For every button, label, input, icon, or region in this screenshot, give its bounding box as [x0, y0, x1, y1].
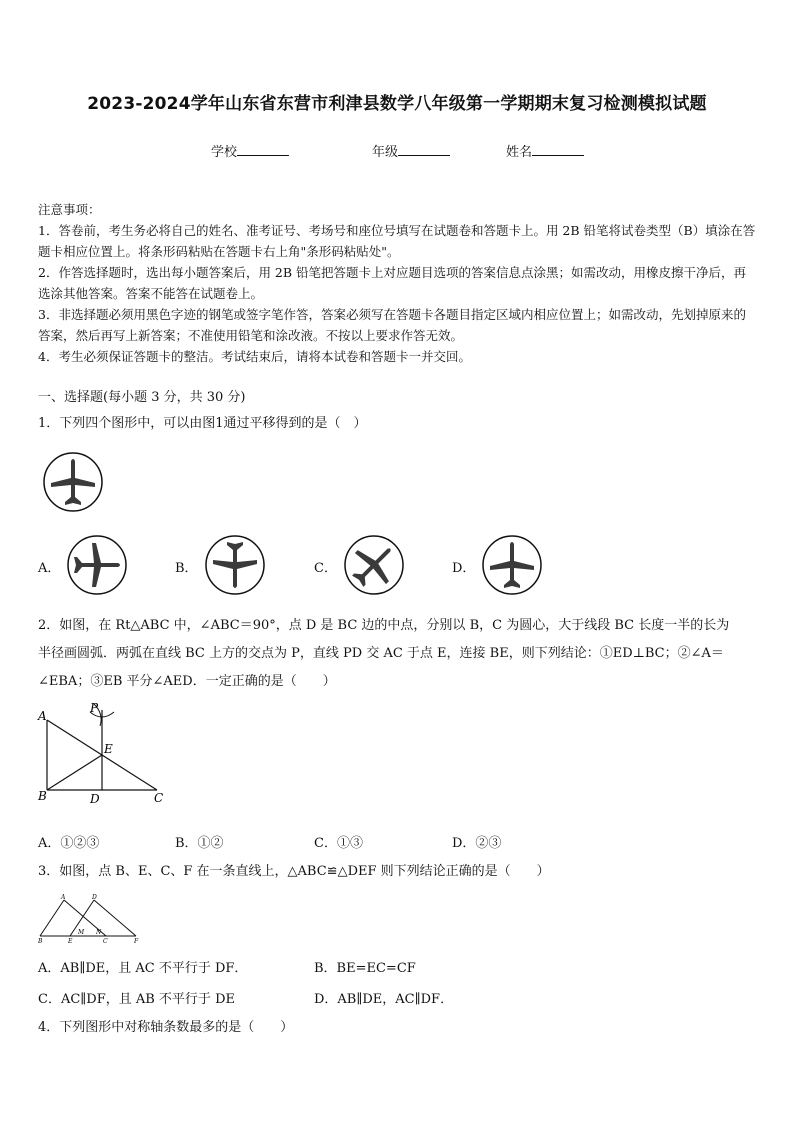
q3-label-m: M — [78, 929, 85, 936]
question-1-stem: 1．下列四个图形中，可以由图1通过平移得到的是（ ） — [38, 416, 367, 431]
q1-option-b-airplane-icon[interactable] — [204, 534, 266, 596]
q1-option-c-airplane-icon[interactable] — [343, 534, 405, 596]
grade-field[interactable] — [372, 141, 450, 160]
question-2-stem — [38, 612, 758, 696]
q2-line-1: 2．如图，在 Rt△ABC 中，∠ABC＝90°，点 D 是 BC 边的中点，分别以 B，C 为圆心，大于线段 BC 长度一半的长为 — [38, 618, 730, 633]
question-4-stem: 4．下列图形中对称轴条数最多的是（ ） — [38, 1020, 294, 1035]
question-3-stem: 3．如图，点 B、E、C、F 在一条直线上，△ABC≌△DEF 则下列结论正确的是（ ） — [38, 864, 550, 879]
notice-item: 1．答卷前，考生务必将自己的姓名、准考证号、考场号和座位号填写在试题卷和答题卡上。用 2B 铅笔将试卷类型（B）填涂在答题卡相应位置上。将条形码粘贴在答题卡右上角"条形码粘贴处"。 — [38, 223, 756, 259]
q3-label-f: F — [134, 938, 139, 945]
name-label: 姓名 — [506, 145, 533, 160]
page-title: 2023-2024学年山东省东营市利津县数学八年级第一学期期末复习检测模拟试题 — [87, 94, 707, 114]
q1-option-b-label[interactable]: B． — [175, 561, 198, 576]
q3-label-a: A — [61, 894, 66, 901]
q2-option-a[interactable]: A．①②③ — [38, 836, 100, 851]
q1-option-d-label[interactable]: D． — [452, 561, 476, 576]
q1-option-d-airplane-icon[interactable] — [481, 534, 543, 596]
q1-option-a-label[interactable]: A． — [38, 561, 61, 576]
q2-label-p: P — [90, 701, 99, 715]
q3-label-c: C — [103, 938, 108, 945]
name-field[interactable] — [506, 141, 584, 160]
q3-option-a[interactable]: A．AB∥DE，且 AC 不平行于 DF． — [38, 961, 248, 976]
q3-label-e: E — [68, 938, 73, 945]
grade-blank[interactable] — [398, 143, 450, 156]
q3-triangles-figure — [36, 892, 144, 946]
q2-line-3: ∠EBA；③EB 平分∠AED．一定正确的是（ ） — [38, 674, 336, 689]
q3-option-c[interactable]: C．AC∥DF，且 AB 不平行于 DE — [38, 992, 235, 1007]
q3-option-d[interactable]: D．AB∥DE，AC∥DF． — [314, 992, 454, 1007]
q2-label-b: B — [38, 789, 47, 803]
notice-block — [38, 199, 758, 367]
figure-1-airplane-icon — [42, 451, 104, 513]
q2-label-e: E — [104, 742, 113, 756]
section-heading: 一、选择题(每小题 3 分，共 30 分) — [38, 390, 246, 405]
name-blank[interactable] — [532, 143, 584, 156]
grade-label: 年级 — [372, 145, 399, 160]
q3-label-b: B — [38, 938, 43, 945]
q2-option-d[interactable]: D．②③ — [452, 836, 502, 851]
notice-heading: 注意事项： — [38, 202, 101, 217]
school-field[interactable] — [211, 141, 289, 160]
school-label: 学校 — [211, 145, 238, 160]
q3-label-d: D — [92, 894, 97, 901]
q2-option-c[interactable]: C．①③ — [314, 836, 363, 851]
q2-label-d: D — [90, 792, 100, 806]
notice-item: 3．非选择题必须用黑色字迹的钢笔或签字笔作答，答案必须写在答题卡各题目指定区域内相应位置上；如需改动，先划掉原来的答案，然后再写上新答案；不准使用铅笔和涂改液。不按以上要求作答无效。 — [38, 307, 746, 343]
q3-label-n: N — [96, 929, 102, 936]
q2-line-2: 半径画圆弧．两弧在直线 BC 上方的交点为 P，直线 PD 交 AC 于点 E，连接 BE，则下列结论：①ED⊥BC；②∠A＝ — [38, 646, 724, 661]
q3-option-b[interactable]: B．BE=EC=CF — [314, 961, 416, 976]
q1-option-c-label[interactable]: C． — [314, 561, 337, 576]
q2-option-b[interactable]: B．①② — [175, 836, 224, 851]
q2-label-c: C — [154, 791, 164, 805]
notice-item: 2．作答选择题时，选出每小题答案后，用 2B 铅笔把答题卡上对应题目选项的答案信息点涂黑；如需改动，用橡皮擦干净后，再选涂其他答案。答案不能答在试题卷上。 — [38, 265, 747, 301]
q2-triangle-figure — [34, 700, 174, 810]
q2-label-a: A — [38, 709, 47, 723]
notice-item: 4．考生必须保证答题卡的整洁。考试结束后，请将本试卷和答题卡一并交回。 — [38, 349, 471, 364]
school-blank[interactable] — [237, 143, 289, 156]
q1-option-a-airplane-icon[interactable] — [66, 534, 128, 596]
